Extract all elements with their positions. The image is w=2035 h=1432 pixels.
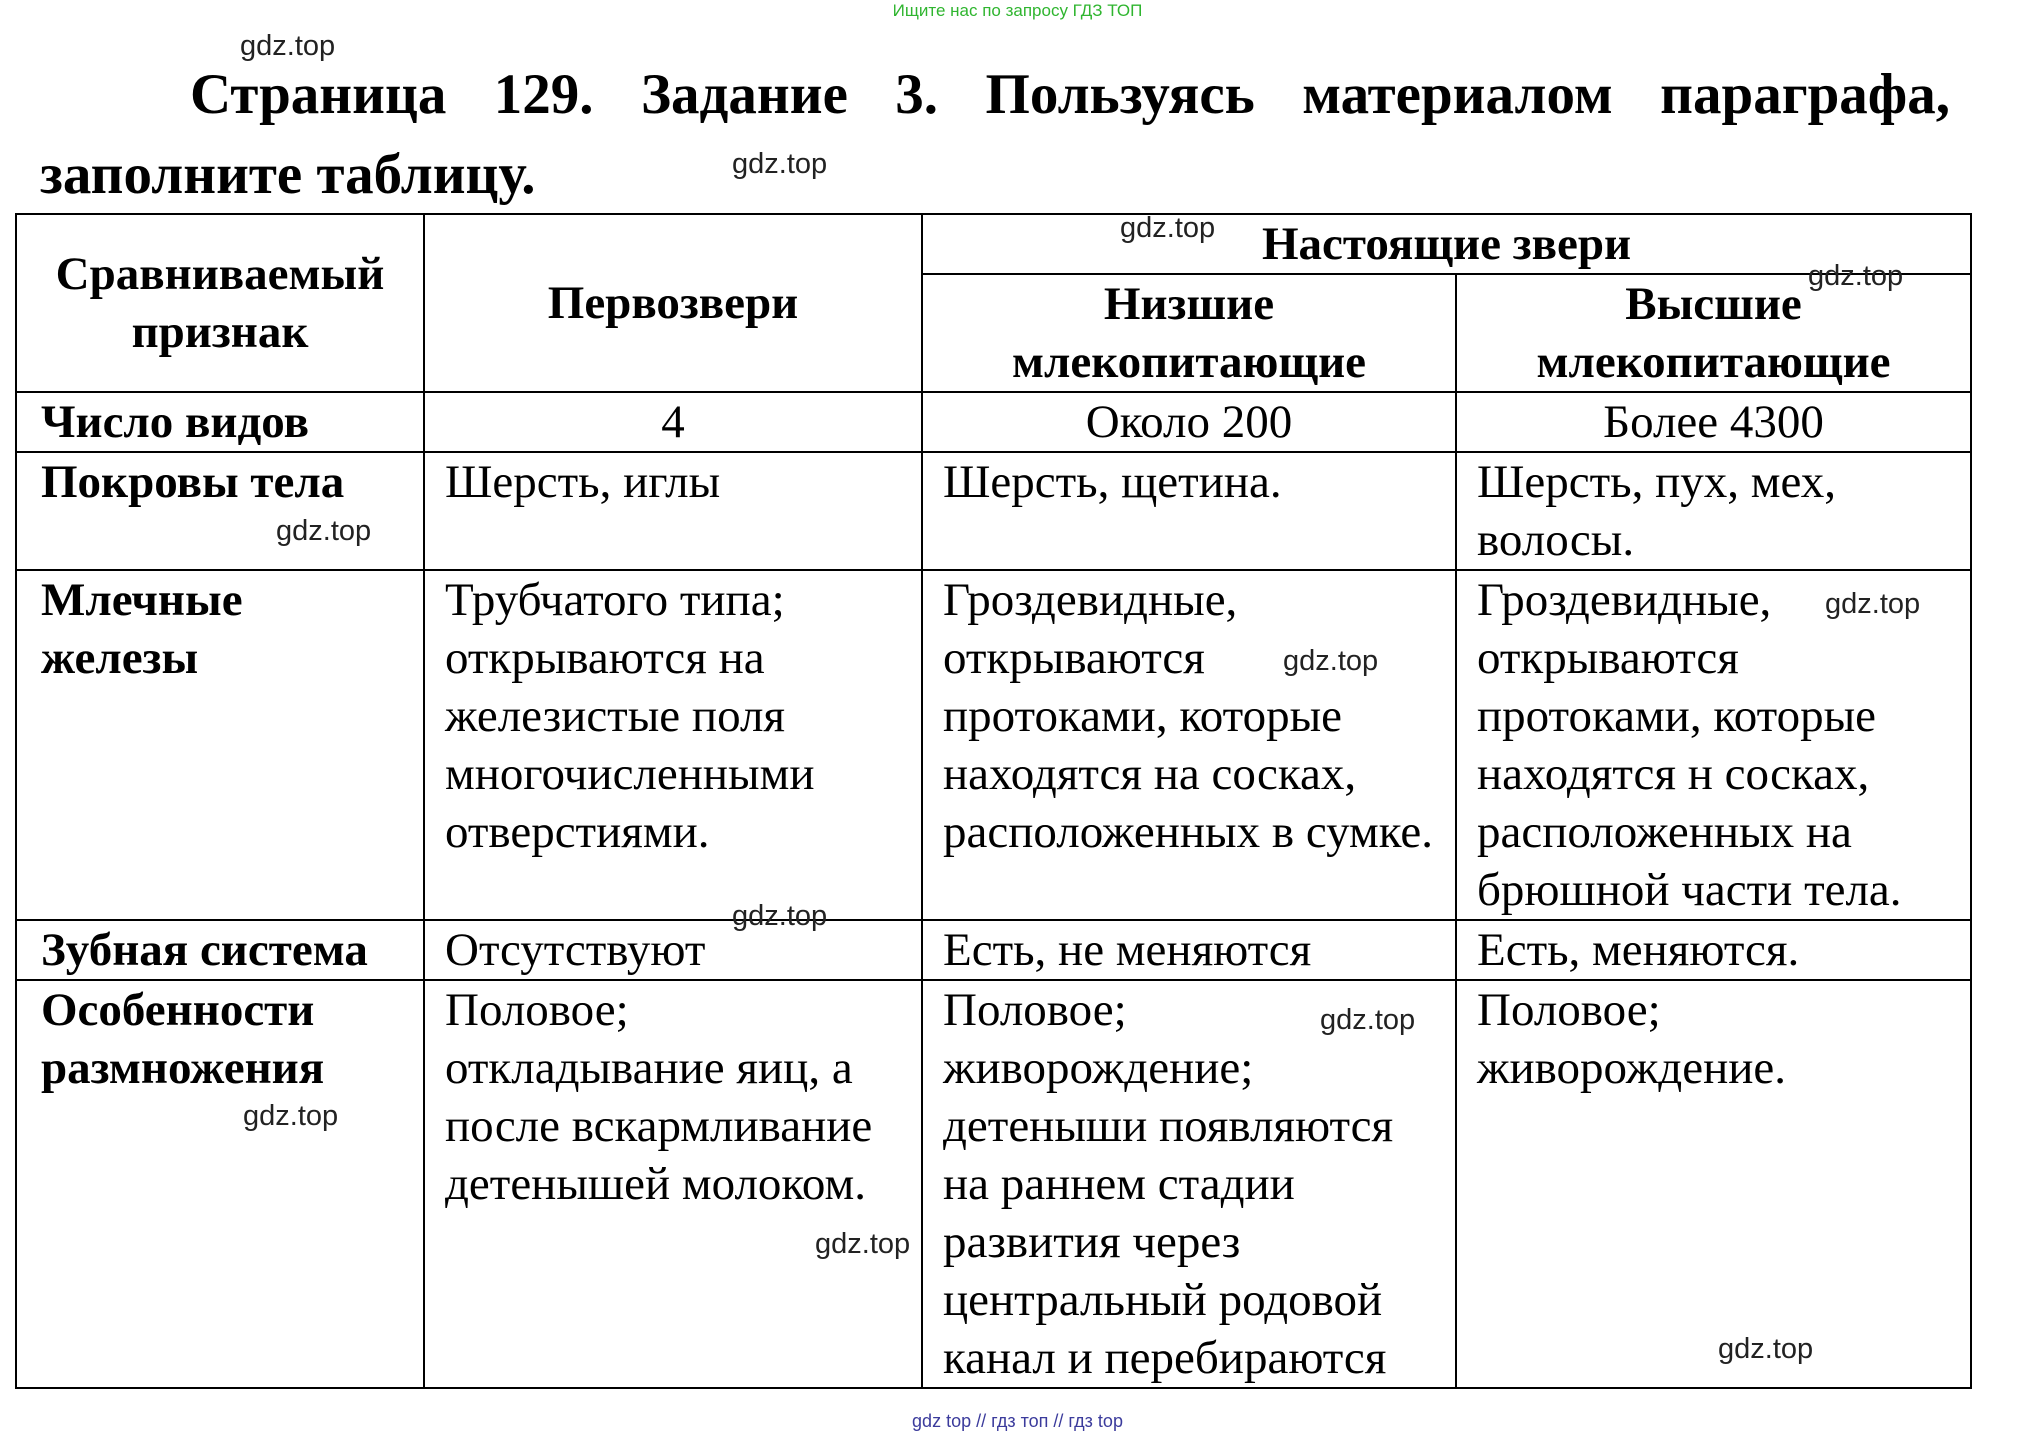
table-cell: Около 200 xyxy=(922,392,1456,452)
watermark: gdz.top xyxy=(1320,1004,1416,1036)
table-cell: Шерсть, щетина. xyxy=(922,452,1456,570)
watermark: gdz.top xyxy=(1283,645,1379,677)
footer-watermark: gdz top // гдз топ // гдз top xyxy=(912,1411,1123,1431)
table-cell: Гроздевидные, открываются протоками, которые находятся н сосках, расположенных на брюшной части тела. xyxy=(1456,570,1971,920)
watermark: gdz.top xyxy=(1825,588,1921,620)
watermark: gdz.top xyxy=(732,900,828,932)
table-row xyxy=(16,980,1971,1388)
watermark: gdz.top xyxy=(240,30,336,62)
top-banner: Ищите нас по запросу ГДЗ ТОП xyxy=(892,1,1143,20)
header-row-1 xyxy=(16,214,1971,274)
header-lower-mammals: Низшие млекопитающие xyxy=(922,274,1456,392)
table-cell: 4 xyxy=(424,392,922,452)
page-title xyxy=(40,55,1950,215)
watermark: gdz.top xyxy=(1718,1333,1814,1365)
header-true-mammals: Настоящие звери xyxy=(922,214,1971,274)
table-cell: Гроздевидные, открываются протоками, которые находятся на сосках, расположенных в сумке. xyxy=(922,570,1456,920)
header-prototheria: Первозвери xyxy=(424,214,922,392)
table-row xyxy=(16,570,1971,920)
table-cell: Шерсть, пух, мех, волосы. xyxy=(1456,452,1971,570)
watermark: gdz.top xyxy=(1808,260,1904,292)
table-cell: Половое; живорождение; детеныши появляются на раннем стадии развития через центральный родовой канал и перебираются xyxy=(922,980,1456,1388)
watermark: gdz.top xyxy=(815,1228,911,1260)
table-cell: Шерсть, иглы xyxy=(424,452,922,570)
row-label: Особенности размножения xyxy=(16,980,424,1388)
table-row xyxy=(16,452,1971,570)
table-cell: Половое; откладывание яиц, а после вскармливание детенышей молоком. xyxy=(424,980,922,1388)
header-feature: Сравниваемый признак xyxy=(16,214,424,392)
comparison-table xyxy=(15,213,1972,1389)
row-label: Число видов xyxy=(16,392,424,452)
table-cell: Более 4300 xyxy=(1456,392,1971,452)
watermark: gdz.top xyxy=(1120,212,1216,244)
watermark: gdz.top xyxy=(732,148,828,180)
row-label: Млечные железы xyxy=(16,570,424,920)
row-label: Покровы тела xyxy=(16,452,424,570)
watermark: gdz.top xyxy=(243,1100,339,1132)
table-row xyxy=(16,920,1971,980)
title-line-2: заполните таблицу. xyxy=(40,143,536,206)
table-row xyxy=(16,392,1971,452)
table-cell: Половое; живорождение. xyxy=(1456,980,1971,1388)
table-cell: Есть, не меняются xyxy=(922,920,1456,980)
title-line-1: Страница 129. Задание 3. Пользуясь материалом параграфа, xyxy=(190,63,1950,126)
header-higher-mammals: Высшие млекопитающие xyxy=(1456,274,1971,392)
table-cell: Трубчатого типа; открываются на железистые поля многочисленными отверстиями. xyxy=(424,570,922,920)
table-cell: Есть, меняются. xyxy=(1456,920,1971,980)
table-cell: Отсутствуют xyxy=(424,920,922,980)
row-label: Зубная система xyxy=(16,920,424,980)
watermark: gdz.top xyxy=(276,515,372,547)
